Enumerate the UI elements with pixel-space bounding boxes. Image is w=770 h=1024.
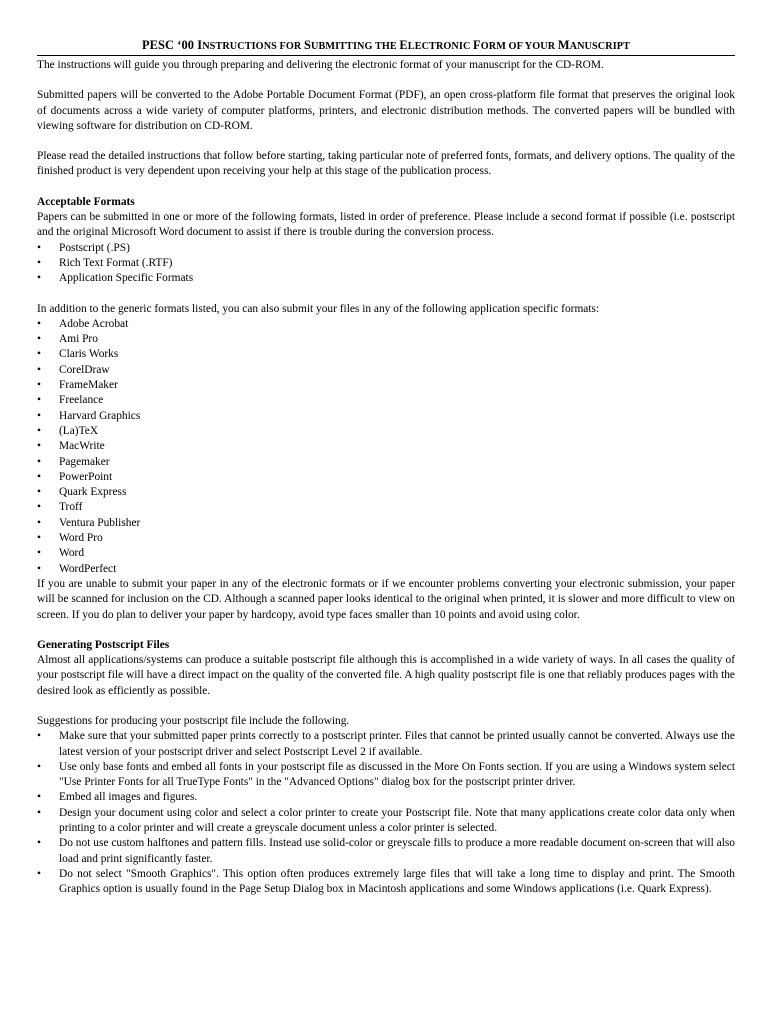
suggestions-intro: Suggestions for producing your postscript file include the following. (37, 714, 350, 727)
list-item (37, 241, 735, 256)
title-part: UBMITTING THE (311, 41, 400, 52)
title-part: S (304, 38, 312, 52)
list-item (37, 256, 735, 271)
bullet-icon: • (37, 791, 41, 804)
list-item (37, 332, 735, 347)
suggestions-list (37, 729, 735, 897)
bullet-icon: • (37, 837, 41, 850)
list-item (37, 836, 735, 867)
list-item-text: Design your document using color and select a color printer to create your Postscript file. Note that many applications create color data only when printing to a color printer and will create a greyscale document unless a color printer is selected. (59, 806, 735, 835)
bullet-icon: • (37, 379, 41, 392)
list-item-text: Freelance (59, 394, 104, 407)
app-specific-paragraph: In addition to the generic formats listed, you can also submit your files in any of the following application specific formats: (37, 302, 600, 315)
bullet-icon: • (37, 867, 41, 880)
list-item (37, 562, 735, 577)
bullet-icon: • (37, 547, 41, 560)
list-item-text: Troff (59, 501, 83, 514)
list-item (37, 363, 735, 378)
list-item-text: Use only base fonts and embed all fonts in your postscript file as discussed in the More On Fonts section. If you are using a Windows system select "Use Printer Fonts for all TrueType Fonts" in the "Advanced Options" dialog box for the postscript printer driver. (59, 760, 735, 789)
list-item-text: Make sure that your submitted paper prints correctly to a postscript printer. Files that cannot be printed usually cannot be converted. Always use the latest version of your postscript driver and select Postscript Level 2 if available. (59, 730, 735, 758)
title-part: NSTRUCTIONS FOR (202, 41, 305, 52)
bullet-icon: • (37, 470, 41, 483)
list-item-text: Claris Works (59, 348, 119, 361)
list-item (37, 271, 735, 286)
bullet-icon: • (37, 394, 41, 407)
read-instructions-paragraph: Please read the detailed instructions that follow before starting, taking particular note of preferred fonts, formats, and delivery options. The quality of the finished product is very dependent upon receiving your help at this stage of the publication process. (37, 150, 735, 178)
bullet-icon: • (37, 516, 41, 529)
document-page (37, 38, 735, 898)
title-part: M (557, 38, 570, 52)
list-item-text: Ami Pro (59, 333, 98, 346)
bullet-icon: • (37, 272, 41, 285)
submitted-paragraph: Submitted papers will be converted to the Adobe Portable Document Format (PDF), an open cross-platform file format that preserves the original look of documents across a wide variety of computer platforms, printers, and electronic distribution methods. The converted papers will be bundled with viewing software for distribution on CD-ROM. (37, 89, 735, 132)
acceptable-formats-list (37, 241, 735, 287)
list-item-text: (La)TeX (59, 424, 99, 437)
list-item (37, 546, 735, 561)
list-item-text: Word (59, 547, 85, 560)
list-item-text: Rich Text Format (.RTF) (59, 256, 173, 269)
app-specific-list (37, 317, 735, 577)
bullet-icon: • (37, 317, 41, 330)
postscript-heading: Generating Postscript Files (37, 638, 170, 651)
bullet-icon: • (37, 562, 41, 575)
list-item (37, 867, 735, 898)
list-item-text: FrameMaker (59, 379, 118, 392)
bullet-icon: • (37, 241, 41, 254)
postscript-paragraph: Almost all applications/systems can produce a suitable postscript file although this is accomplished in a wide variety of ways. In all cases the quality of your postscript file will have a direct impact on the quality of the converted file. A high quality postscript file is one that reliably produces pages with the desired look as efficiently as possible. (37, 654, 735, 697)
title-part: E (399, 38, 408, 52)
list-item-text: Postscript (.PS) (59, 241, 130, 254)
list-item-text: CorelDraw (59, 363, 110, 376)
unable-paragraph: If you are unable to submit your paper in any of the electronic formats or if we encounter problems converting your electronic submission, your paper will be scanned for inclusion on the CD. Although a scanned paper looks identical to the original when printed, it is slower and more difficult to view on screen. If you do plan to deliver your paper by hardcopy, avoid type faces smaller than 10 points and avoid using color. (37, 577, 735, 621)
bullet-icon: • (37, 348, 41, 361)
bullet-icon: • (37, 256, 41, 269)
list-item (37, 729, 735, 760)
list-item (37, 470, 735, 485)
list-item (37, 409, 735, 424)
title-part: PESC ‘00 I (142, 38, 203, 52)
bullet-icon: • (37, 440, 41, 453)
list-item (37, 500, 735, 515)
page-title (37, 38, 735, 56)
list-item-text: Quark Express (59, 486, 127, 499)
list-item-text: WordPerfect (59, 562, 117, 575)
list-item-text: Word Pro (59, 532, 103, 545)
bullet-icon: • (37, 333, 41, 346)
list-item-text: Harvard Graphics (59, 409, 141, 422)
bullet-icon: • (37, 486, 41, 499)
title-part: F (473, 38, 481, 52)
bullet-icon: • (37, 760, 41, 773)
list-item (37, 485, 735, 500)
list-item (37, 455, 735, 470)
title-part: ANUSCRIPT (569, 41, 630, 52)
list-item-text: MacWrite (59, 440, 105, 453)
list-item (37, 760, 735, 791)
list-item-text: PowerPoint (59, 470, 113, 483)
acceptable-formats-heading: Acceptable Formats (37, 195, 135, 208)
bullet-icon: • (37, 409, 41, 422)
bullet-icon: • (37, 424, 41, 437)
list-item-text: Pagemaker (59, 455, 110, 468)
list-item (37, 393, 735, 408)
bullet-icon: • (37, 501, 41, 514)
list-item (37, 439, 735, 454)
list-item-text: Adobe Acrobat (59, 317, 129, 330)
title-part: ORM OF YOUR (480, 41, 558, 52)
list-item (37, 806, 735, 837)
title-part: LECTRONIC (407, 41, 474, 52)
intro-paragraph: The instructions will guide you through preparing and delivering the electronic format of your manuscript for the CD-ROM. (37, 59, 604, 71)
list-item-text: Do not select "Smooth Graphics". This option often produces extremely large files that will take a long time to display and print. The Smooth Graphics option is usually found in the Page Setup Dialog box in Macintosh applications and some Windows applications (i.e. Quark Express). (59, 867, 735, 896)
list-item-text: Embed all images and figures. (59, 791, 198, 804)
bullet-icon: • (37, 455, 41, 468)
list-item (37, 317, 735, 332)
list-item (37, 378, 735, 393)
list-item (37, 516, 735, 531)
list-item (37, 424, 735, 439)
bullet-icon: • (37, 730, 41, 743)
list-item-text: Application Specific Formats (59, 272, 194, 285)
acceptable-formats-paragraph: Papers can be submitted in one or more of the following formats, listed in order of preference. Please include a second format if possible (i.e. postscript and the original Microsoft Word document to assist if there is trouble during the conversion process. (37, 211, 735, 239)
list-item-text: Do not use custom halftones and pattern fills. Instead use solid-color or greyscale fills to produce a more readable document on-screen that will also load and print significantly faster. (59, 837, 735, 865)
bullet-icon: • (37, 363, 41, 376)
list-item (37, 531, 735, 546)
bullet-icon: • (37, 806, 41, 819)
list-item (37, 790, 735, 805)
list-item-text: Ventura Publisher (59, 516, 141, 529)
list-item (37, 347, 735, 362)
bullet-icon: • (37, 532, 41, 545)
